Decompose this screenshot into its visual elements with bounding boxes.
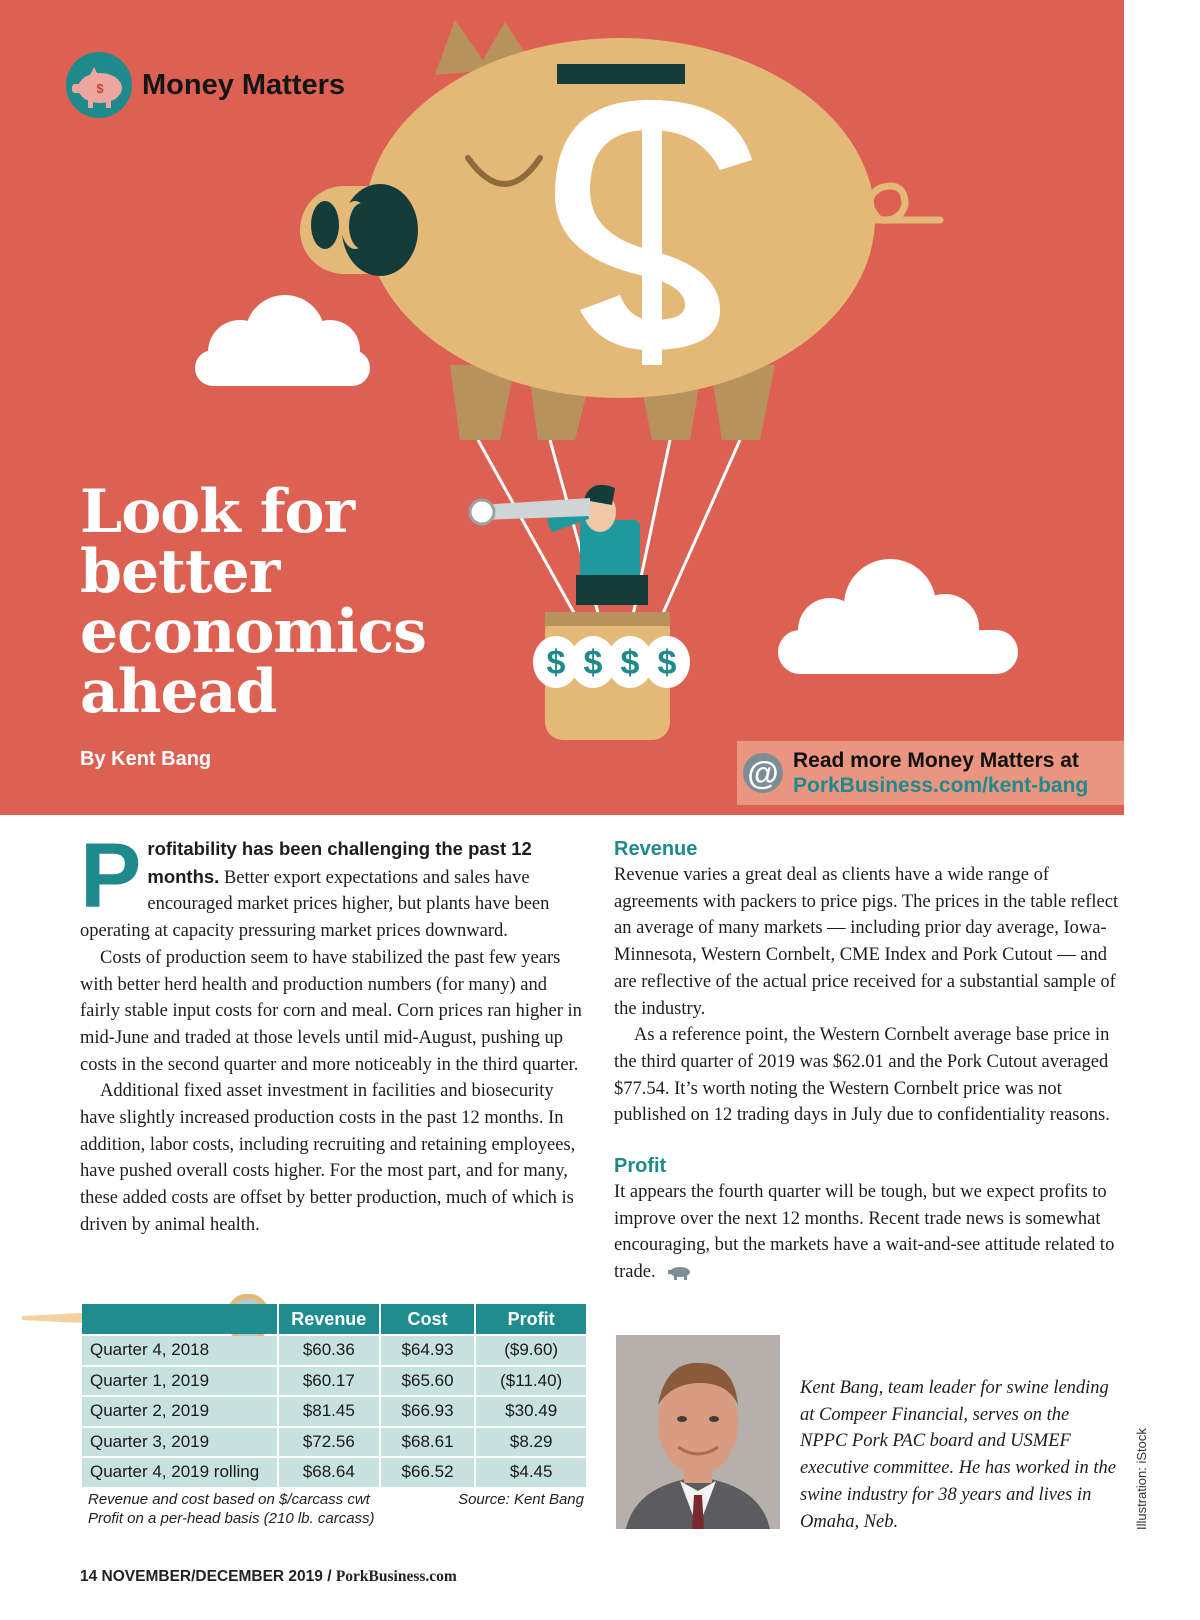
table-header-cell: Revenue [279,1304,379,1334]
lead-paragraph [80,825,588,945]
table-cell: Quarter 1, 2019 [82,1367,277,1396]
illustration-credit: Illustration: iStock [1134,1428,1149,1530]
table-source: Source: Kent Bang [458,1491,584,1508]
subhead-profit: Profit [614,1155,667,1178]
cloud-left-icon [195,295,370,386]
table-cell: $8.29 [476,1428,586,1457]
footer-site[interactable]: PorkBusiness.com [335,1568,457,1585]
paragraph: Costs of production seem to have stabilized the past few years with better herd health and production numbers (for many) and fairly stable input costs for corn and meal. Corn prices ran higher in mid-June and traded at those levels until mid-August, pushing up costs in the second quarter and more noticeably in the third quarter. [80,947,582,1075]
table-cell: $72.56 [279,1428,379,1457]
table-row [82,1458,586,1487]
profit-text: It appears the fourth quarter will be tough, but we expect profits to improve over the next 12 months. Recent trade news is somewhat encouraging, but the markets have a wait-and-see attitude related to trade. [614,1182,1115,1283]
pig-logo-icon [66,52,132,118]
svg-text:$: $ [96,81,104,96]
table-cell: ($11.40) [476,1367,586,1396]
svg-text:$: $ [546,644,566,682]
lead-text: Better export expectations and sales have encouraged market prices higher, but plants have been operating at capacity pressuring market prices downward. [80,867,550,942]
headline-line: ahead [80,657,277,727]
subhead-revenue: Revenue [614,838,698,860]
table-header-cell: Cost [381,1304,475,1334]
author-bio: Kent Bang, team leader for swine lending at Compeer Financial, serves on the NPPC Pork PAC board and USMEF executive committee. He has worked in the swine industry for 38 years and lives in Omaha, Neb. [800,1378,1116,1532]
table-cell: $4.45 [476,1458,586,1487]
section-logo [66,52,345,118]
table-header-row [82,1304,586,1334]
article-headline [80,477,500,727]
headline-line: economics [80,597,426,667]
pig-end-mark-icon [666,1266,692,1280]
table-cell: $60.36 [279,1336,379,1365]
read-more-text: Read more Money Matters at [793,749,1079,772]
table-cell: Quarter 3, 2019 [82,1428,277,1457]
table-cell: $66.52 [381,1458,475,1487]
table-row [82,1428,586,1457]
table-header-cell: Profit [476,1304,586,1334]
svg-text:$: $ [583,644,603,682]
table-row [82,1336,586,1365]
read-more-link[interactable]: PorkBusiness.com/kent-bang [793,774,1089,797]
paragraph: Revenue varies a great deal as clients have a wide range of agreements with packers to price pigs. The prices in the table reflect an average of many markets — including prior day average, Iowa-Minnesota, Western Cornbelt, CME Index and Pork Cutout — and are reflective of the actual price received for a substantial sample of the industry. [614,865,1119,1019]
financials-table [80,1302,588,1489]
at-sign-icon: @ [743,753,783,793]
table-cell: $81.45 [279,1397,379,1426]
table-cell: Quarter 4, 2019 rolling [82,1458,277,1487]
table-cell: Quarter 2, 2019 [82,1397,277,1426]
read-more-banner[interactable] [737,741,1124,805]
page-footer [80,1568,457,1586]
headline-line: better [80,537,280,607]
author-portrait-icon [616,1335,780,1529]
svg-text:$: $ [620,644,640,682]
author-photo [616,1335,780,1529]
table-cell: $68.61 [381,1428,475,1457]
drop-cap: P [80,825,142,927]
table-cell: $65.60 [381,1367,475,1396]
section-name: Money Matters [142,68,346,101]
table-row [82,1367,586,1396]
paragraph: Additional fixed asset investment in facilities and biosecurity have slightly increased production costs in the past 12 months. In addition, labor costs, including recruiting and retaining employees, have pushed overall costs higher. For the most part, and for many, these added costs are offset by better production, much of which is driven by animal health. [80,1081,576,1235]
table-cell: $68.64 [279,1458,379,1487]
right-column [614,836,1126,1286]
table-cell: $66.93 [381,1397,475,1426]
table-cell: $64.93 [381,1336,475,1365]
table-header-cell [82,1304,277,1334]
hero-banner [0,0,1124,815]
table-cell: ($9.60) [476,1336,586,1365]
table-note: Profit on a per-head basis (210 lb. carcass) [88,1510,375,1527]
table-notes [88,1490,584,1528]
table-cell: $30.49 [476,1397,586,1426]
lead-bold-text: rofitability has been challenging the past 12 months. [147,838,532,887]
table-cell: Quarter 4, 2018 [82,1336,277,1365]
left-column [80,825,588,1239]
svg-text:$: $ [657,644,677,682]
paragraph [614,1179,1126,1286]
table-row [82,1397,586,1426]
table-cell: $60.17 [279,1367,379,1396]
cloud-right-icon [778,559,1018,674]
paragraph: As a reference point, the Western Cornbelt average base price in the third quarter of 2019 was $62.01 and the Pork Cutout averaged $77.54. It’s worth noting the Western Cornbelt price was not published on 12 trading days in July due to confidentiality reasons. [614,1025,1110,1126]
table-note: Revenue and cost based on $/carcass cwt [88,1491,370,1508]
headline-line: Look for [80,477,355,547]
page-issue: 14 NOVEMBER/DECEMBER 2019 / [80,1568,336,1585]
byline: By Kent Bang [80,748,212,770]
